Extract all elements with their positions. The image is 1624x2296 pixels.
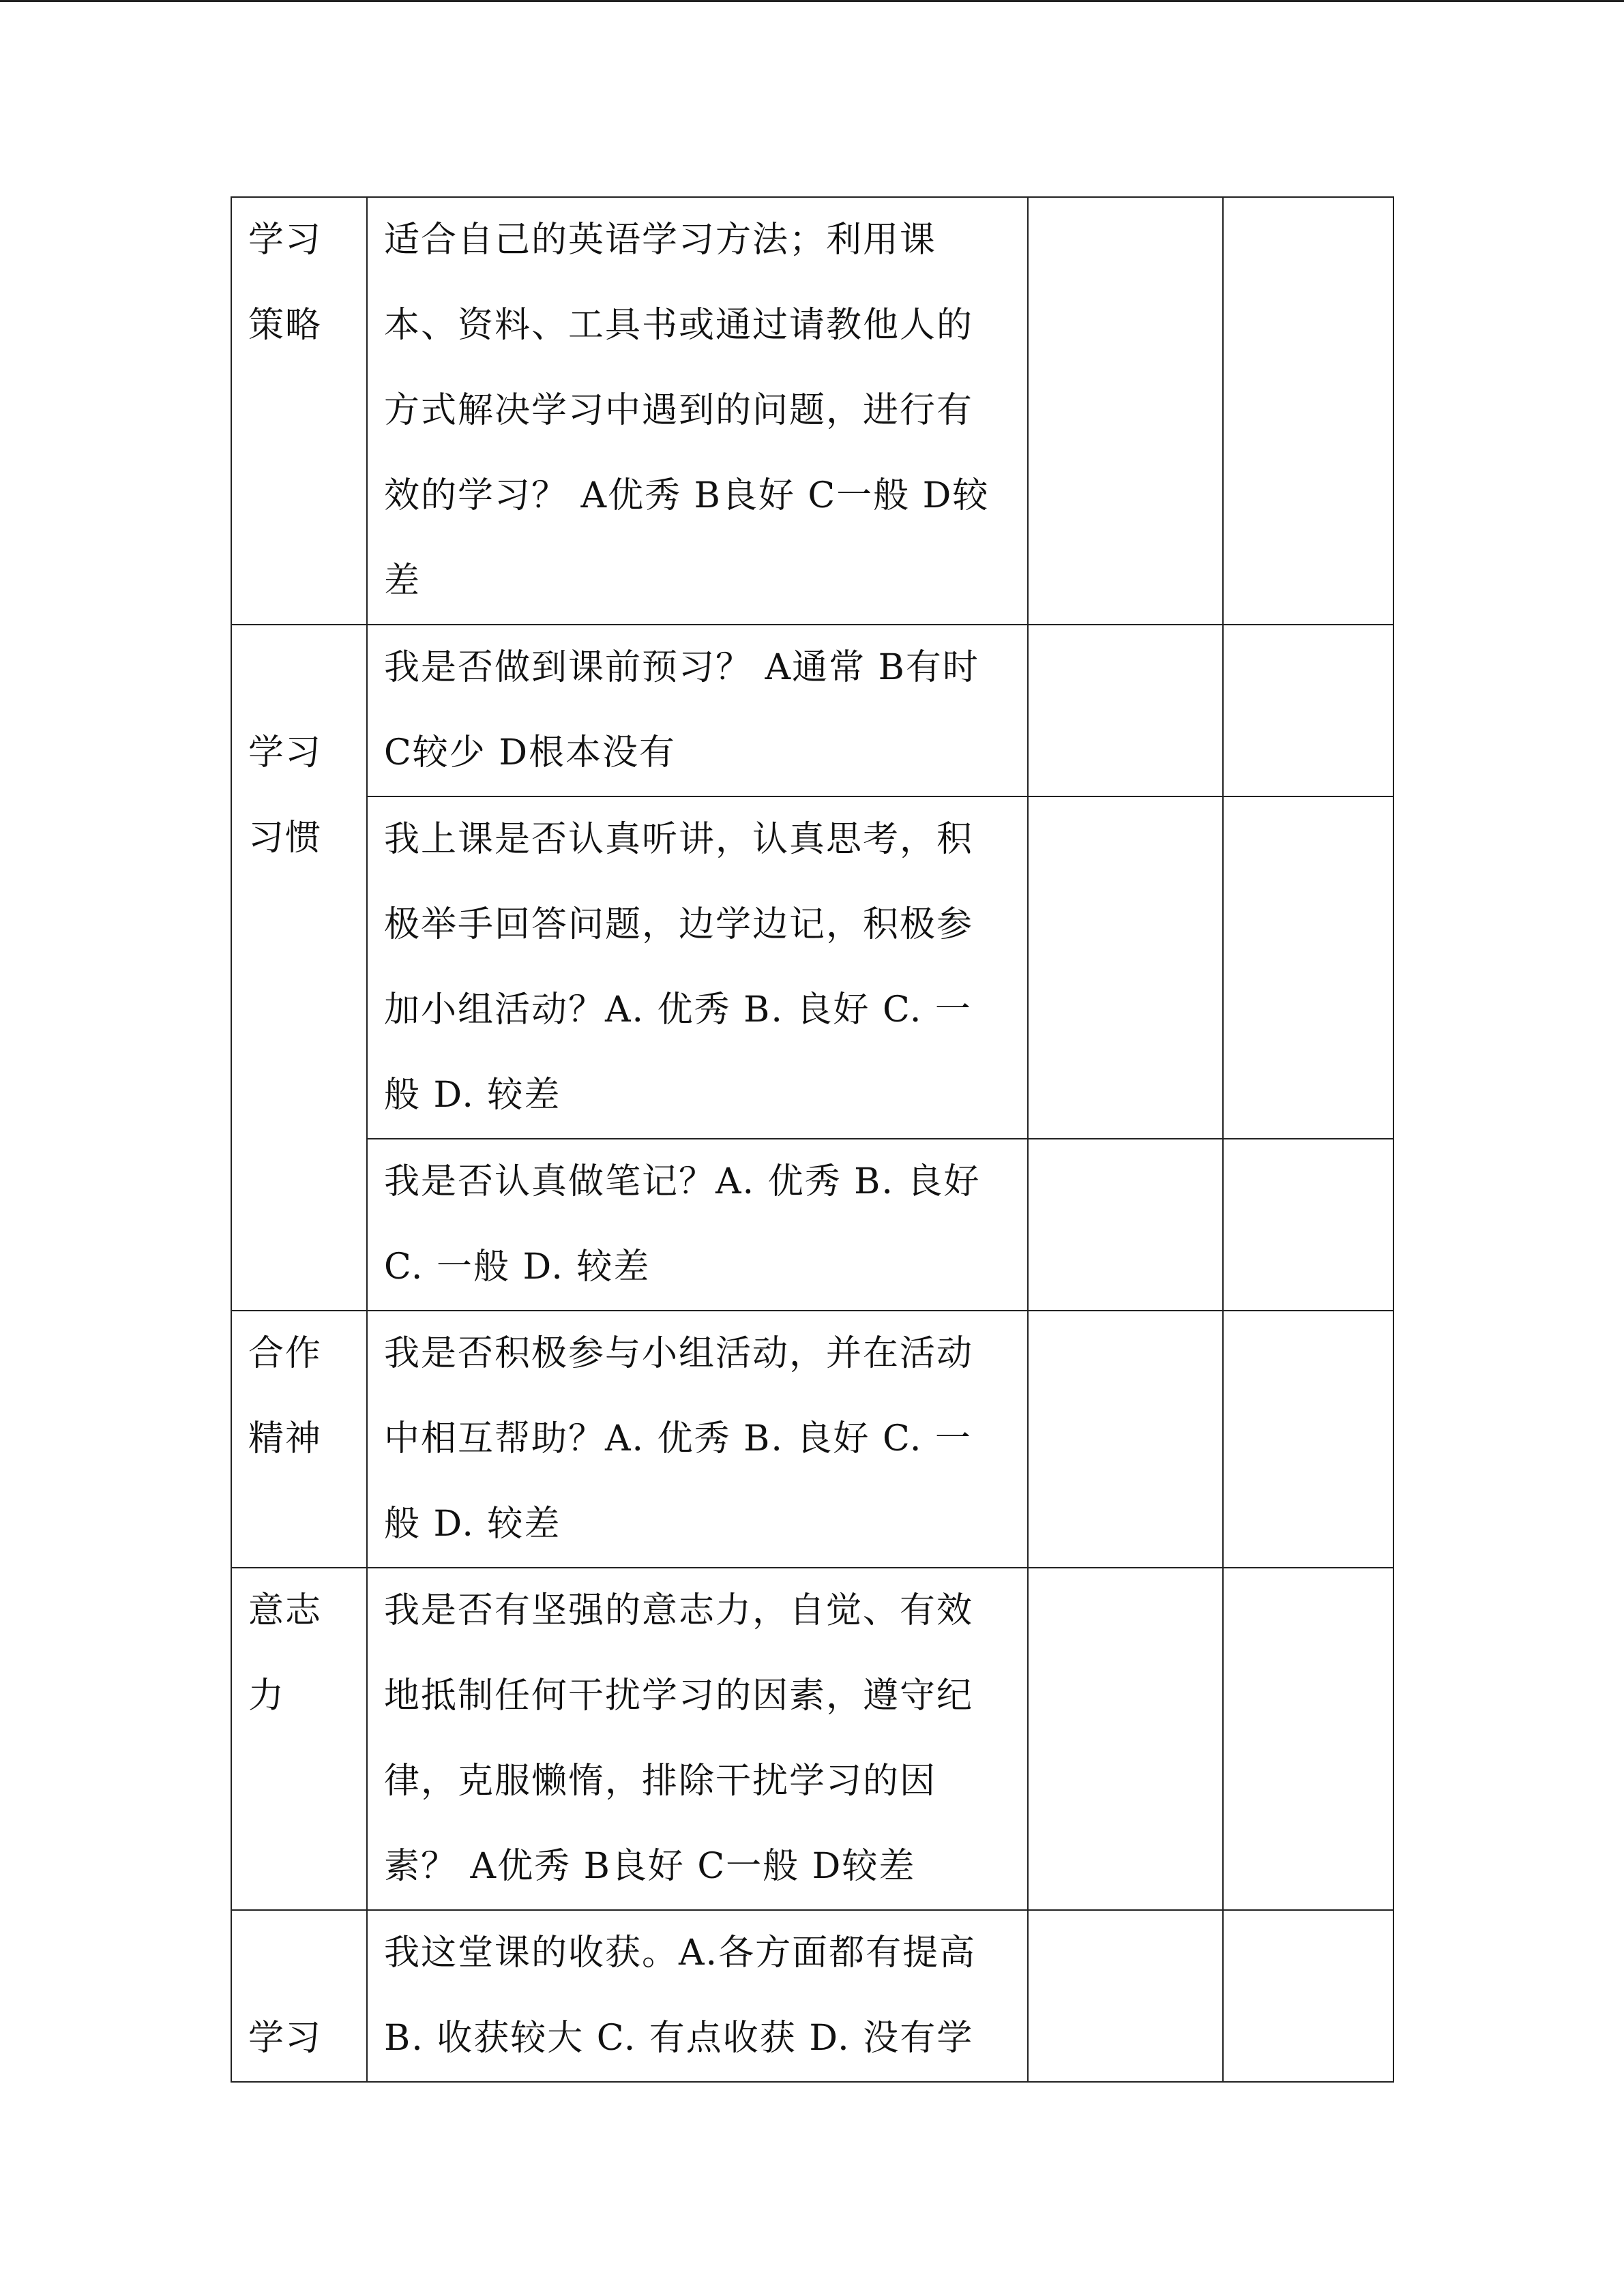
category-text: 学习 [248, 220, 323, 260]
question-line: C. 一般 D. 较差 [384, 1247, 651, 1287]
category-text: 策略 [248, 305, 323, 346]
table-row [231, 796, 1393, 1139]
answer-cell[interactable] [1223, 1139, 1393, 1311]
category-text: 精神 [248, 1418, 323, 1459]
question-line: 般 D. 较差 [384, 1504, 561, 1545]
question-line: 效的学习？ A优秀 B良好 C一般 D较 [384, 475, 990, 516]
question-line: 极举手回答问题，边学边记，积极参 [384, 904, 974, 945]
category-cell [231, 197, 367, 625]
question-cell [367, 796, 1028, 1139]
category-text: 意志 [248, 1590, 323, 1631]
answer-cell[interactable] [1028, 625, 1223, 796]
question-cell [367, 1139, 1028, 1311]
question-line: 我是否积极参与小组活动，并在活动 [384, 1333, 974, 1374]
question-cell [367, 1311, 1028, 1568]
table-row [231, 1568, 1393, 1910]
question-line: B. 收获较大 C. 有点收获 D. 没有学 [384, 2018, 974, 2059]
question-line: 中相互帮助？A. 优秀 B. 良好 C. 一 [384, 1418, 972, 1459]
category-text: 学习 [248, 2018, 323, 2059]
question-line: 适合自己的英语学习方法；利用课 [384, 220, 937, 260]
table-row [231, 1139, 1393, 1311]
answer-cell[interactable] [1223, 1568, 1393, 1910]
self-evaluation-table [231, 196, 1394, 2083]
question-line: 素？ A优秀 B良好 C一般 D较差 [384, 1846, 916, 1887]
question-line: 律，克服懒惰，排除干扰学习的因 [384, 1761, 937, 1802]
answer-cell[interactable] [1223, 1910, 1393, 2082]
table-row [231, 625, 1393, 796]
answer-cell[interactable] [1223, 197, 1393, 625]
question-line: 加小组活动？A. 优秀 B. 良好 C. 一 [384, 989, 972, 1030]
category-text: 合作 [248, 1333, 323, 1374]
table-row [231, 197, 1393, 625]
table-row [231, 1311, 1393, 1568]
question-line: C较少 D根本没有 [384, 732, 677, 773]
page-top-border [0, 0, 1624, 2]
category-cell [231, 1910, 367, 2082]
category-cell [231, 1568, 367, 1910]
answer-cell[interactable] [1223, 796, 1393, 1139]
category-cell [231, 625, 367, 1311]
table-row [231, 1910, 1393, 2082]
answer-cell[interactable] [1223, 1311, 1393, 1568]
question-line: 我是否认真做笔记？A. 优秀 B. 良好 [384, 1161, 981, 1202]
answer-cell[interactable] [1028, 1910, 1223, 2082]
question-line: 差 [384, 561, 422, 601]
answer-cell[interactable] [1028, 1311, 1223, 1568]
question-cell [367, 1910, 1028, 2082]
question-line: 我上课是否认真听讲，认真思考，积 [384, 819, 974, 860]
category-text: 习惯 [248, 818, 323, 859]
question-line: 般 D. 较差 [384, 1075, 561, 1116]
question-line: 我是否有坚强的意志力，自觉、有效 [384, 1590, 974, 1631]
answer-cell[interactable] [1223, 625, 1393, 796]
question-cell [367, 625, 1028, 796]
question-line: 我是否做到课前预习？ A通常 B有时 [384, 647, 979, 688]
answer-cell[interactable] [1028, 1139, 1223, 1311]
question-line: 我这堂课的收获。A.各方面都有提高 [384, 1933, 977, 1973]
answer-cell[interactable] [1028, 197, 1223, 625]
answer-cell[interactable] [1028, 1568, 1223, 1910]
category-cell [231, 1311, 367, 1568]
question-line: 地抵制任何干扰学习的因素，遵守纪 [384, 1675, 974, 1716]
category-text: 学习 [248, 732, 323, 773]
answer-cell[interactable] [1028, 796, 1223, 1139]
category-text: 力 [248, 1675, 286, 1716]
question-line: 本、资料、工具书或通过请教他人的 [384, 305, 974, 346]
question-line: 方式解决学习中遇到的问题，进行有 [384, 390, 974, 431]
question-cell [367, 197, 1028, 625]
question-cell [367, 1568, 1028, 1910]
